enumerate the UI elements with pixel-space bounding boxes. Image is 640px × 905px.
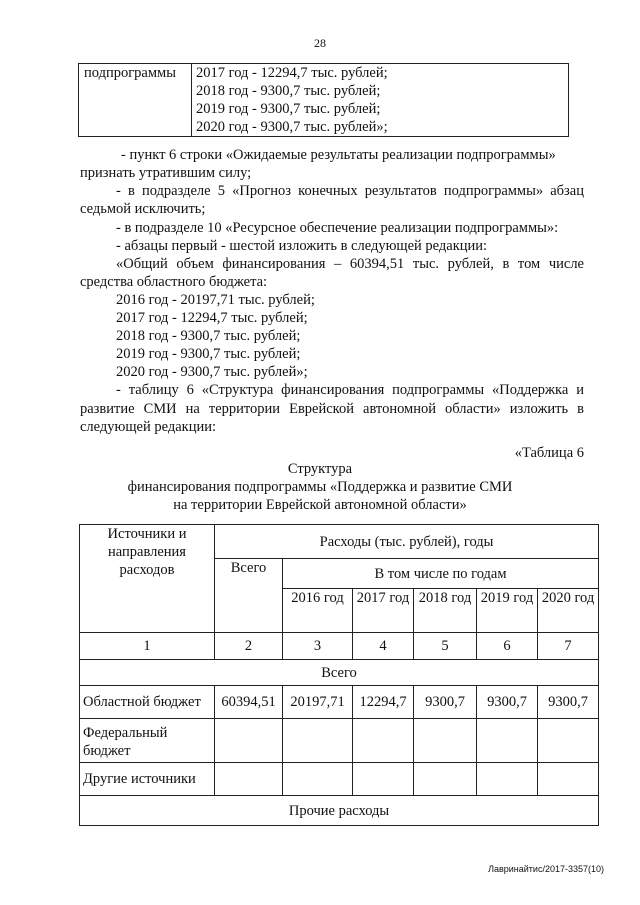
- row-label: Федеральный бюджет: [80, 719, 215, 763]
- section-other: Прочие расходы: [80, 796, 599, 826]
- paragraph-line: 2017 год - 12294,7 тыс. рублей;: [116, 310, 308, 326]
- row-value: [538, 719, 599, 763]
- row-label: Областной бюджет: [80, 686, 215, 719]
- row-value: 9300,7: [414, 686, 477, 719]
- row-value: [215, 719, 283, 763]
- paragraph-line: средства областного бюджета:: [80, 274, 268, 290]
- passport-label: подпрограммы: [79, 64, 192, 137]
- paragraph-line: - пункт 6 строки «Ожидаемые результаты реализации подпрограммы»: [121, 147, 556, 163]
- row-value: [283, 719, 353, 763]
- row-value: [477, 763, 538, 796]
- paragraph-line: 2016 год - 20197,71 тыс. рублей;: [116, 292, 315, 308]
- row-value: [283, 763, 353, 796]
- column-number: 3: [283, 633, 353, 660]
- column-number: 2: [215, 633, 283, 660]
- page-number: 28: [314, 36, 326, 50]
- column-number: 6: [477, 633, 538, 660]
- paragraph-line: развитие СМИ на территории Еврейской автономной области» изложить в: [80, 401, 584, 417]
- row-value: 60394,51: [215, 686, 283, 719]
- row-value: 12294,7: [353, 686, 414, 719]
- paragraph-line: «Общий объем финансирования – 60394,51 тыс. рублей, в том числе: [116, 256, 584, 272]
- header-expenses: Расходы (тыс. рублей), годы: [215, 525, 599, 559]
- row-value: [538, 763, 599, 796]
- header-year: 2017 год: [353, 589, 414, 633]
- footer-document-id: Лавринайтис/2017-3357(10): [488, 864, 604, 874]
- table-caption-number: «Таблица 6: [514, 445, 584, 461]
- column-number: 7: [538, 633, 599, 660]
- passport-values: [192, 64, 569, 137]
- passport-line: 2020 год - 9300,7 тыс. рублей»;: [196, 119, 388, 135]
- column-number: 5: [414, 633, 477, 660]
- header-year: 2016 год: [283, 589, 353, 633]
- financing-table: [79, 524, 599, 826]
- column-number: 4: [353, 633, 414, 660]
- paragraph-line: 2020 год - 9300,7 тыс. рублей»;: [116, 364, 308, 380]
- header-year: 2018 год: [414, 589, 477, 633]
- column-number: 1: [80, 633, 215, 660]
- paragraph-line: - в подразделе 10 «Ресурсное обеспечение реализации подпрограммы»:: [116, 220, 559, 236]
- header-by-years: В том числе по годам: [283, 559, 599, 589]
- header-sources: Источники и направления расходов: [80, 525, 215, 633]
- header-year: 2020 год: [538, 589, 599, 633]
- table-title: Структура: [287, 461, 353, 477]
- row-value: [353, 763, 414, 796]
- passport-line: 2017 год - 12294,7 тыс. рублей;: [196, 65, 388, 81]
- row-label: Другие источники: [80, 763, 215, 796]
- header-year: 2019 год: [477, 589, 538, 633]
- paragraph-line: 2019 год - 9300,7 тыс. рублей;: [116, 346, 301, 362]
- table-title: финансирования подпрограммы «Поддержка и развитие СМИ: [127, 479, 513, 495]
- table-row: [80, 686, 599, 719]
- paragraph-line: - в подразделе 5 «Прогноз конечных результатов подпрограммы» абзац: [116, 183, 584, 199]
- row-value: [477, 719, 538, 763]
- row-value: [414, 719, 477, 763]
- row-value: [353, 719, 414, 763]
- paragraph-line: следующей редакции:: [80, 419, 217, 435]
- table-row: [80, 763, 599, 796]
- passport-line: 2018 год - 9300,7 тыс. рублей;: [196, 83, 381, 99]
- table-row: [80, 719, 599, 763]
- paragraph-line: признать утратившим силу;: [80, 165, 252, 181]
- passport-line: 2019 год - 9300,7 тыс. рублей;: [196, 101, 381, 117]
- paragraph-line: - таблицу 6 «Структура финансирования подпрограммы «Поддержка и: [116, 382, 584, 398]
- row-value: [414, 763, 477, 796]
- paragraph-line: 2018 год - 9300,7 тыс. рублей;: [116, 328, 301, 344]
- header-total: Всего: [215, 559, 283, 633]
- row-value: 9300,7: [538, 686, 599, 719]
- row-value: 20197,71: [283, 686, 353, 719]
- row-value: 9300,7: [477, 686, 538, 719]
- row-value: [215, 763, 283, 796]
- passport-table-fragment: [78, 63, 569, 137]
- section-total: Всего: [80, 660, 599, 686]
- paragraph-line: - абзацы первый - шестой изложить в следующей редакции:: [116, 238, 488, 254]
- table-title: на территории Еврейской автономной области»: [173, 497, 467, 513]
- paragraph-line: седьмой исключить;: [80, 201, 206, 217]
